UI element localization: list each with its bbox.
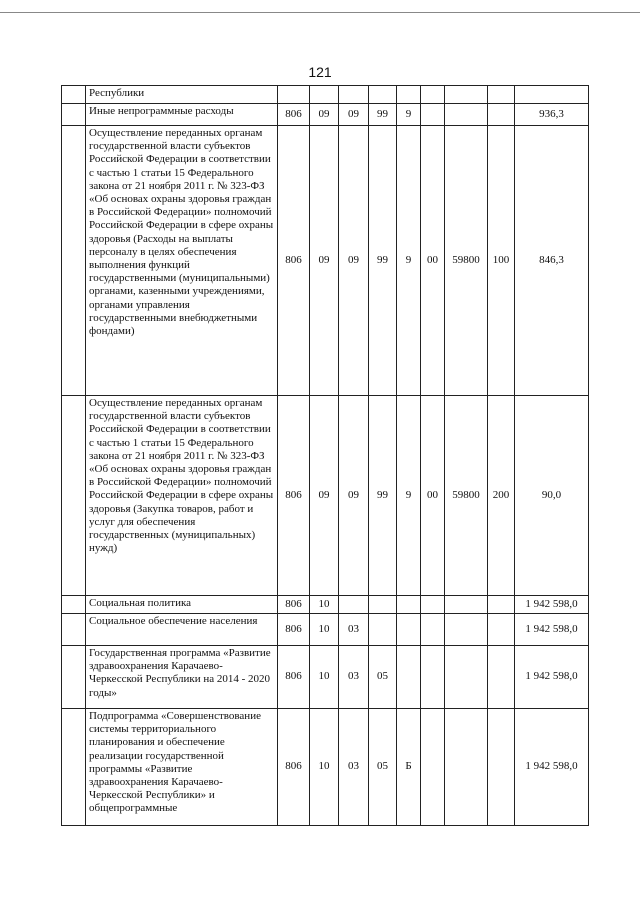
event-code-cell: 00 <box>421 126 445 396</box>
page-number: 121 <box>308 64 332 80</box>
direction-code-cell: 59800 <box>445 396 488 596</box>
program-code-cell <box>369 596 397 614</box>
row-number-cell <box>62 709 86 826</box>
kbk-cell: 806 <box>278 709 310 826</box>
kbk-cell: 806 <box>278 104 310 126</box>
sum-cell: 90,0 <box>515 396 589 596</box>
table-row <box>62 126 589 396</box>
expense-type-cell <box>488 709 515 826</box>
subprogram-code-cell: 9 <box>397 104 421 126</box>
sum-cell: 1 942 598,0 <box>515 646 589 709</box>
direction-code-cell <box>445 614 488 646</box>
section-cell: 09 <box>310 396 339 596</box>
subsection-cell: 03 <box>339 646 369 709</box>
row-number-cell <box>62 104 86 126</box>
expense-name-cell: Подпрограмма «Совершенствование системы территориального планирования и обеспечение реализации государственной программы «Развитие здравоохранения Карачаево-Черкесской Республики» и общепрограммные <box>86 709 278 826</box>
expense-type-cell <box>488 86 515 104</box>
budget-table <box>61 85 589 826</box>
expense-type-cell <box>488 646 515 709</box>
section-cell: 09 <box>310 104 339 126</box>
scan-edge-line <box>0 12 640 13</box>
event-code-cell <box>421 614 445 646</box>
event-code-cell <box>421 86 445 104</box>
subsection-cell: 09 <box>339 126 369 396</box>
expense-name-cell: Иные непрограммные расходы <box>86 104 278 126</box>
section-cell: 10 <box>310 646 339 709</box>
direction-code-cell <box>445 646 488 709</box>
row-number-cell <box>62 396 86 596</box>
kbk-cell: 806 <box>278 646 310 709</box>
sum-cell: 1 942 598,0 <box>515 596 589 614</box>
event-code-cell <box>421 596 445 614</box>
table-row <box>62 646 589 709</box>
event-code-cell <box>421 709 445 826</box>
event-code-cell <box>421 104 445 126</box>
table-row <box>62 104 589 126</box>
direction-code-cell <box>445 596 488 614</box>
row-number-cell <box>62 126 86 396</box>
subsection-cell <box>339 596 369 614</box>
direction-code-cell <box>445 104 488 126</box>
table-row <box>62 86 589 104</box>
event-code-cell <box>421 646 445 709</box>
section-cell <box>310 86 339 104</box>
subprogram-code-cell <box>397 614 421 646</box>
row-number-cell <box>62 86 86 104</box>
expense-name-cell: Осуществление переданных органам государственной власти субъектов Российской Федерации в соответствии с частью 1 статьи 15 Федерального закона от 21 ноября 2011 г. № 323-ФЗ «Об основах охраны здоровья граждан в Российской Федерации» полномочий Российской Федерации в сфере охраны здоровья (Расходы на выплаты персоналу в целях обеспечения выполнения функций государственными (муниципальными) органами, казенными учреждениями, органами управления государственными внебюджетными фондами) <box>86 126 278 396</box>
direction-code-cell <box>445 709 488 826</box>
table-row <box>62 596 589 614</box>
subsection-cell: 09 <box>339 396 369 596</box>
kbk-cell: 806 <box>278 614 310 646</box>
subsection-cell: 03 <box>339 709 369 826</box>
subprogram-code-cell <box>397 596 421 614</box>
sum-cell: 1 942 598,0 <box>515 709 589 826</box>
sum-cell <box>515 86 589 104</box>
kbk-cell: 806 <box>278 126 310 396</box>
sum-cell: 1 942 598,0 <box>515 614 589 646</box>
direction-code-cell <box>445 86 488 104</box>
subprogram-code-cell <box>397 646 421 709</box>
event-code-cell: 00 <box>421 396 445 596</box>
subprogram-code-cell: 9 <box>397 126 421 396</box>
expense-name-cell: Осуществление переданных органам государственной власти субъектов Российской Федерации в соответствии с частью 1 статьи 15 Федерального закона от 21 ноября 2011 г. № 323-ФЗ «Об основах охраны здоровья граждан в Российской Федерации» полномочий Российской Федерации в сфере охраны здоровья (Закупка товаров, работ и услуг для обеспечения государственных (муниципальных) нужд) <box>86 396 278 596</box>
program-code-cell: 05 <box>369 646 397 709</box>
table-row <box>62 396 589 596</box>
kbk-cell: 806 <box>278 596 310 614</box>
subprogram-code-cell <box>397 86 421 104</box>
kbk-cell: 806 <box>278 396 310 596</box>
expense-name-cell: Республики <box>86 86 278 104</box>
table-row <box>62 614 589 646</box>
row-number-cell <box>62 646 86 709</box>
section-cell: 09 <box>310 126 339 396</box>
subsection-cell: 09 <box>339 104 369 126</box>
program-code-cell: 99 <box>369 396 397 596</box>
expense-name-cell: Социальное обеспечение населения <box>86 614 278 646</box>
program-code-cell <box>369 614 397 646</box>
expense-type-cell <box>488 104 515 126</box>
program-code-cell <box>369 86 397 104</box>
subprogram-code-cell: Б <box>397 709 421 826</box>
sum-cell: 846,3 <box>515 126 589 396</box>
direction-code-cell: 59800 <box>445 126 488 396</box>
subprogram-code-cell: 9 <box>397 396 421 596</box>
section-cell: 10 <box>310 709 339 826</box>
expense-type-cell <box>488 614 515 646</box>
row-number-cell <box>62 596 86 614</box>
kbk-cell <box>278 86 310 104</box>
expense-name-cell: Социальная политика <box>86 596 278 614</box>
expense-name-cell: Государственная программа «Развитие здравоохранения Карачаево-Черкесской Республики на 2014 - 2020 годы» <box>86 646 278 709</box>
expense-type-cell <box>488 596 515 614</box>
subsection-cell: 03 <box>339 614 369 646</box>
program-code-cell: 99 <box>369 104 397 126</box>
section-cell: 10 <box>310 596 339 614</box>
sum-cell: 936,3 <box>515 104 589 126</box>
section-cell: 10 <box>310 614 339 646</box>
row-number-cell <box>62 614 86 646</box>
expense-type-cell: 200 <box>488 396 515 596</box>
table-row <box>62 709 589 826</box>
program-code-cell: 05 <box>369 709 397 826</box>
subsection-cell <box>339 86 369 104</box>
expense-type-cell: 100 <box>488 126 515 396</box>
program-code-cell: 99 <box>369 126 397 396</box>
